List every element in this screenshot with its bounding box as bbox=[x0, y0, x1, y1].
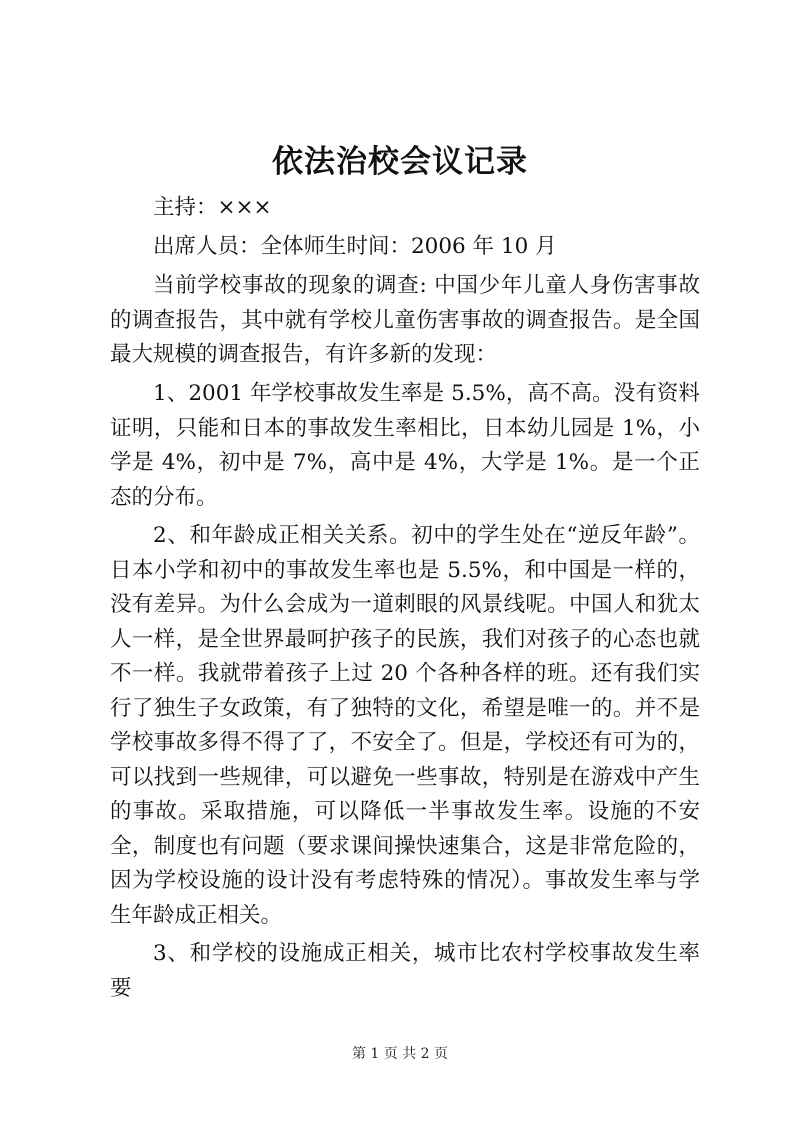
attendance-line: 出席人员：全体师生时间：2006 年 10 月 bbox=[153, 234, 557, 259]
paragraph-intro: 当前学校事故的现象的调查: 中国少年儿童人身伤害事故的调查报告，其中就有学校儿童伤害事故的调查报告。是全国最大规模的调查报告，有许多新的发现： bbox=[110, 273, 700, 367]
page-footer: 第 1 页 共 2 页 bbox=[351, 1046, 449, 1062]
paragraph-point-3: 3、和学校的设施成正相关，城市比农村学校事故发生率要 bbox=[110, 941, 700, 1001]
paragraph-point-1: 1、2001 年学校事故发生率是 5.5%，高不高。没有资料证明，只能和日本的事故发生率相比，日本幼儿园是 1%，小学是 4%，初中是 7%，高中是 4%，大学是 1%。是一个正态的分布。 bbox=[110, 381, 700, 510]
document-title: 依法治校会议记录 bbox=[272, 144, 528, 180]
host-line: 主持：××× bbox=[153, 195, 272, 220]
paragraph-point-2: 2、和年龄成正相关关系。初中的学生处在“逆反年龄”。日本小学和初中的事故发生率也是 5.5%，和中国是一样的，没有差异。为什么会成为一道刺眼的风景线呢。中国人和犹太人一样，是全世界最呵护孩子的民族，我们对孩子的心态也就不一样。我就带着孩子上过 20 个各种各样的班。还有我们实行了独生子女政策，有了独特的文化，希望是唯一的。并不是学校事故多得不得了了，不安全了。但是，学校还有可为的，可以找到一些规律，可以避免一些事故，特别是在游戏中产生的事故。采取措施，可以降低一半事故发生率。设施的不安全，制度也有问题（要求课间操快速集合，这是非常危险的，因为学校设施的设计没有考虑特殊的情况）。事故发生率与学生年龄成正相关。 bbox=[110, 523, 700, 928]
